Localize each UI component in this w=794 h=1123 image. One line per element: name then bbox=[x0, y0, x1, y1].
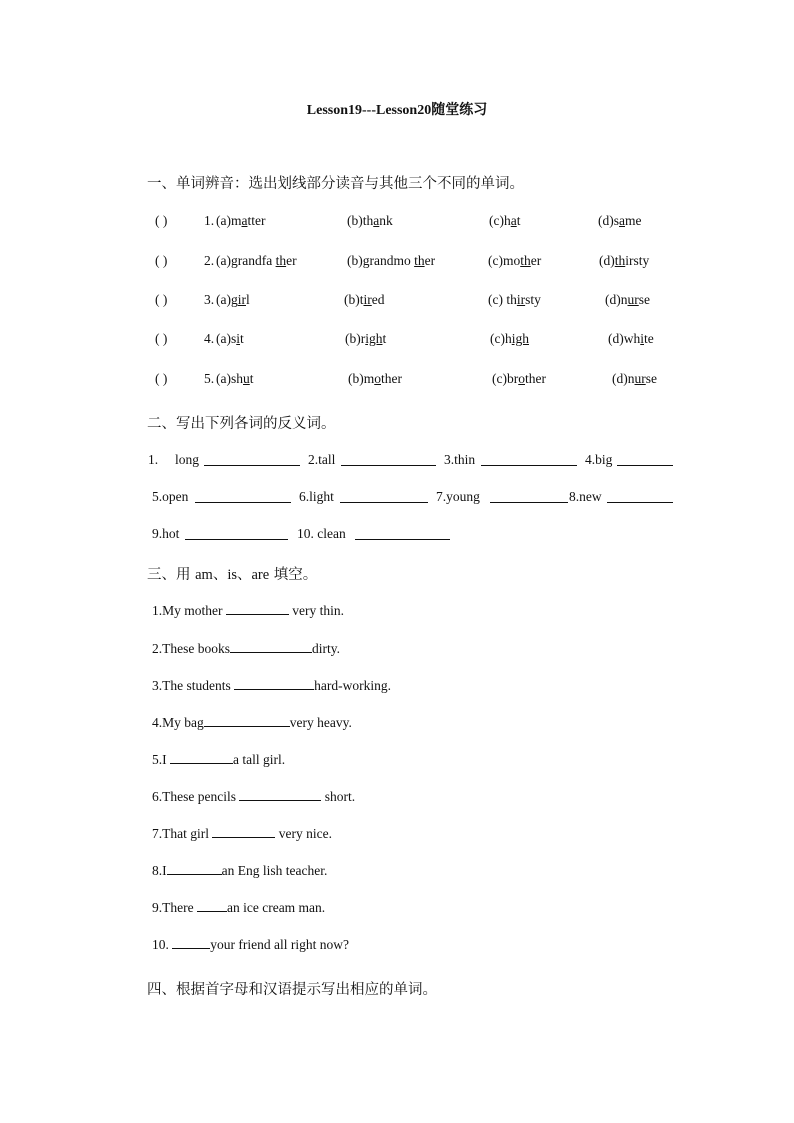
antonym-word: 3.thin bbox=[444, 452, 476, 467]
section3-heading: 三、用 am、is、are 填空。 bbox=[147, 567, 318, 583]
answer-blank[interactable] bbox=[234, 677, 314, 690]
fill-item: 9.There an ice cream man. bbox=[152, 900, 326, 915]
answer-blank[interactable] bbox=[617, 453, 673, 466]
fill-item: 8.I an Eng lish teacher. bbox=[152, 863, 328, 878]
section2-heading: 二、写出下列各词的反义词。 bbox=[147, 416, 336, 432]
antonym-word: 2.tall bbox=[308, 452, 336, 467]
page-title: Lesson19---Lesson20随堂练习 bbox=[306, 103, 488, 118]
antonym-word: 10. clean bbox=[297, 526, 346, 541]
q-number: 3. bbox=[204, 292, 215, 307]
fill-item: 3.The students hard-working. bbox=[152, 678, 391, 693]
antonym-word: 8.new bbox=[569, 489, 602, 504]
fill-item: 1.My mother very thin. bbox=[152, 603, 344, 618]
answer-blank[interactable] bbox=[239, 788, 321, 801]
answer-blank[interactable] bbox=[341, 453, 436, 466]
option-d: (d)thirsty bbox=[599, 253, 650, 268]
answer-blank[interactable] bbox=[204, 453, 300, 466]
answer-blank[interactable] bbox=[204, 714, 290, 727]
q-number: 1. bbox=[204, 213, 215, 228]
item-number: 1. bbox=[148, 452, 159, 467]
fill-item: 2.These books dirty. bbox=[152, 641, 340, 656]
answer-blank[interactable] bbox=[230, 640, 312, 653]
q-number: 2. bbox=[204, 253, 215, 268]
antonym-word: 4.big bbox=[585, 452, 613, 467]
antonym-word: 9.hot bbox=[152, 526, 180, 541]
fill-item: 4.My bag very heavy. bbox=[152, 715, 352, 730]
q-number: 4. bbox=[204, 331, 215, 346]
answer-paren: ( ) bbox=[155, 213, 168, 228]
option-c: (c)brother bbox=[492, 371, 546, 386]
option-b: (b)grandmo ther bbox=[347, 253, 436, 268]
answer-blank[interactable] bbox=[355, 527, 450, 540]
option-d: (d)white bbox=[608, 331, 654, 346]
answer-blank[interactable] bbox=[340, 490, 428, 503]
option-d: (d)nurse bbox=[605, 292, 650, 307]
option-a: (a)grandfa ther bbox=[216, 253, 297, 268]
option-a: (a)girl bbox=[216, 292, 250, 307]
option-c: (c)high bbox=[490, 331, 529, 346]
answer-blank[interactable] bbox=[167, 862, 222, 875]
answer-blank[interactable] bbox=[481, 453, 577, 466]
answer-paren: ( ) bbox=[155, 331, 168, 346]
section4-heading: 四、根据首字母和汉语提示写出相应的单词。 bbox=[147, 982, 437, 998]
answer-blank[interactable] bbox=[212, 825, 275, 838]
answer-paren: ( ) bbox=[155, 253, 168, 268]
fill-item: 7.That girl very nice. bbox=[152, 826, 332, 841]
option-b: (b)tired bbox=[344, 292, 385, 307]
fill-item: 10. your friend all right now? bbox=[152, 937, 349, 952]
option-d: (d)same bbox=[598, 213, 642, 228]
antonym-word: long bbox=[175, 452, 200, 467]
answer-paren: ( ) bbox=[155, 292, 168, 307]
answer-blank[interactable] bbox=[185, 527, 288, 540]
option-b: (b)thank bbox=[347, 213, 393, 228]
option-a: (a)shut bbox=[216, 371, 254, 386]
option-a: (a)sit bbox=[216, 331, 244, 346]
option-c: (c)hat bbox=[489, 213, 521, 228]
option-b: (b)right bbox=[345, 331, 387, 346]
answer-blank[interactable] bbox=[226, 602, 289, 615]
option-b: (b)mother bbox=[348, 371, 402, 386]
section1-heading: 一、单词辨音：选出划线部分读音与其他三个不同的单词。 bbox=[147, 176, 524, 192]
fill-item: 5.I a tall girl. bbox=[152, 752, 286, 767]
option-c: (c) thirsty bbox=[488, 292, 541, 307]
answer-blank[interactable] bbox=[172, 936, 210, 949]
fill-item: 6.These pencils short. bbox=[152, 789, 356, 804]
answer-blank[interactable] bbox=[195, 490, 291, 503]
antonym-word: 5.open bbox=[152, 489, 189, 504]
answer-blank[interactable] bbox=[607, 490, 673, 503]
answer-blank[interactable] bbox=[197, 899, 227, 912]
answer-blank[interactable] bbox=[170, 751, 233, 764]
q-number: 5. bbox=[204, 371, 215, 386]
antonym-word: 6.light bbox=[299, 489, 334, 504]
antonym-word: 7.young bbox=[436, 489, 480, 504]
option-c: (c)mother bbox=[488, 253, 542, 268]
answer-blank[interactable] bbox=[490, 490, 568, 503]
option-d: (d)nurse bbox=[612, 371, 657, 386]
answer-paren: ( ) bbox=[155, 371, 168, 386]
option-a: (a)matter bbox=[216, 213, 266, 228]
